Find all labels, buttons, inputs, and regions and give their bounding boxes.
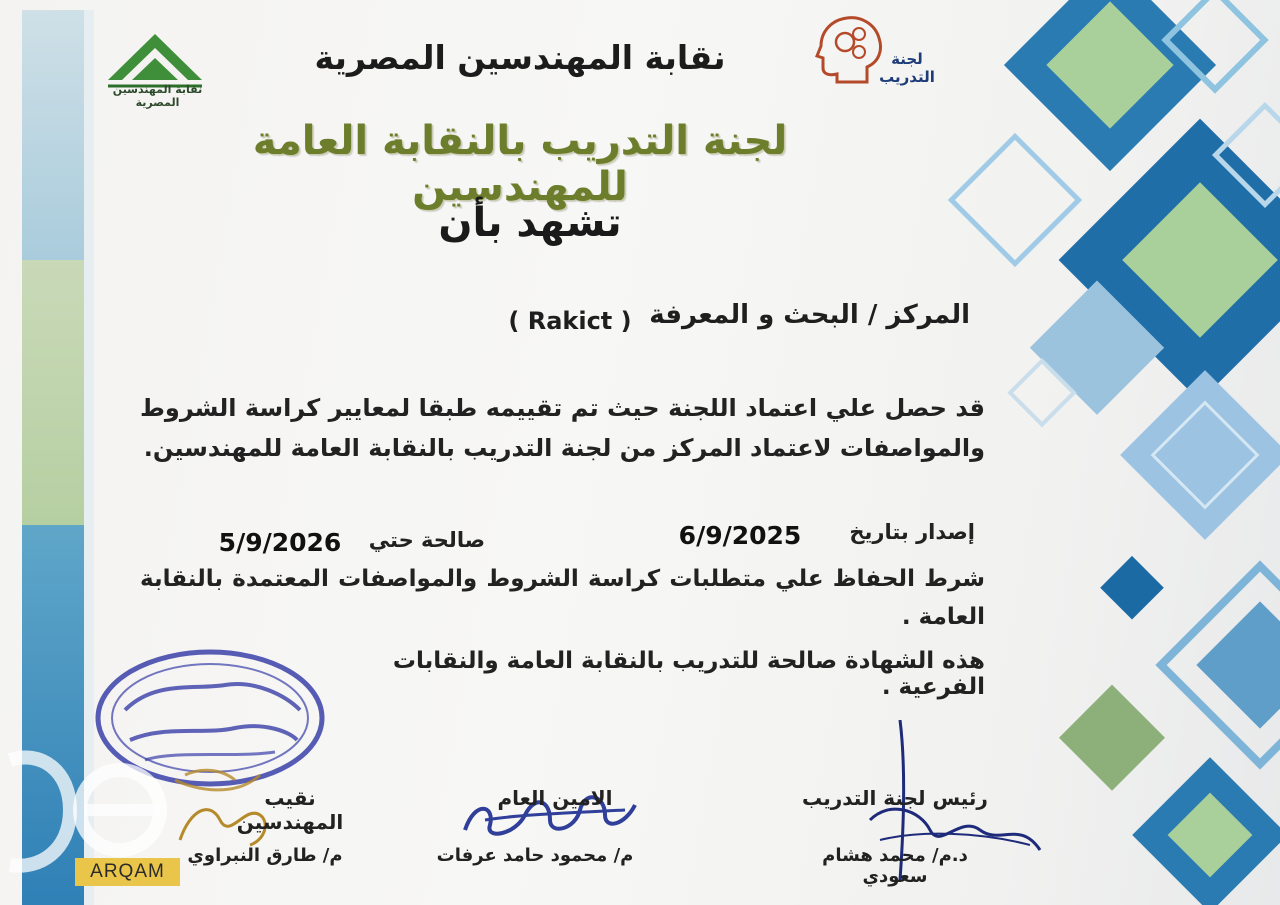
syndicate-logo-text: نقابة المهندسين المصرية <box>112 83 203 109</box>
organization-title: نقابة المهندسين المصرية <box>314 38 726 77</box>
recipient-label: المركز / البحث و المعرفة <box>649 300 970 330</box>
training-logo-line1: لجنة <box>891 50 923 68</box>
secretary-name: م/ محمود حامد عرفات <box>436 845 634 866</box>
committee-title: لجنة التدريب بالنقابة العامة للمهندسين <box>252 118 788 210</box>
chair-name: د.م/ محمد هشام سعودي <box>822 845 968 887</box>
chair-title: رئيس لجنة التدريب <box>802 786 988 810</box>
head-name: م/ طارق النبراوي <box>187 845 343 866</box>
valid-until-label: صالحة حتي <box>368 528 485 552</box>
recipient-brand: ( Rakict ) <box>508 307 632 335</box>
syndicate-logo <box>100 28 210 108</box>
maintenance-condition: شرط الحفاظ علي متطلبات كراسة الشروط والمواصفات المعتمدة بالنقابة العامة . <box>140 566 985 630</box>
training-logo-line2: التدريب <box>879 68 935 86</box>
certifies-heading: تشهد بأن <box>438 200 622 246</box>
valid-until-value: 5/9/2026 <box>218 528 342 557</box>
head-title: نقيب المهندسين <box>236 786 344 834</box>
training-committee-logo <box>805 12 935 92</box>
arqam-watermark-label: ARQAM <box>75 858 180 886</box>
body-paragraph: قد حصل علي اعتماد اللجنة حيث تم تقييمه طبقا لمعايير كراسة الشروط والمواصفات لاعتماد المركز من لجنة التدريب بالنقابة العامة للمهندسين. <box>140 394 985 462</box>
left-stripe-green <box>22 260 84 525</box>
certificate-scope: هذه الشهادة صالحة للتدريب بالنقابة العامة والنقابات الفرعية . <box>392 648 985 700</box>
issue-date-label: إصدار بتاريخ <box>849 520 975 544</box>
issue-date-value: 6/9/2025 <box>678 521 802 550</box>
secretary-title: الامين العام <box>497 786 613 810</box>
left-stripe-light-blue <box>22 10 84 260</box>
